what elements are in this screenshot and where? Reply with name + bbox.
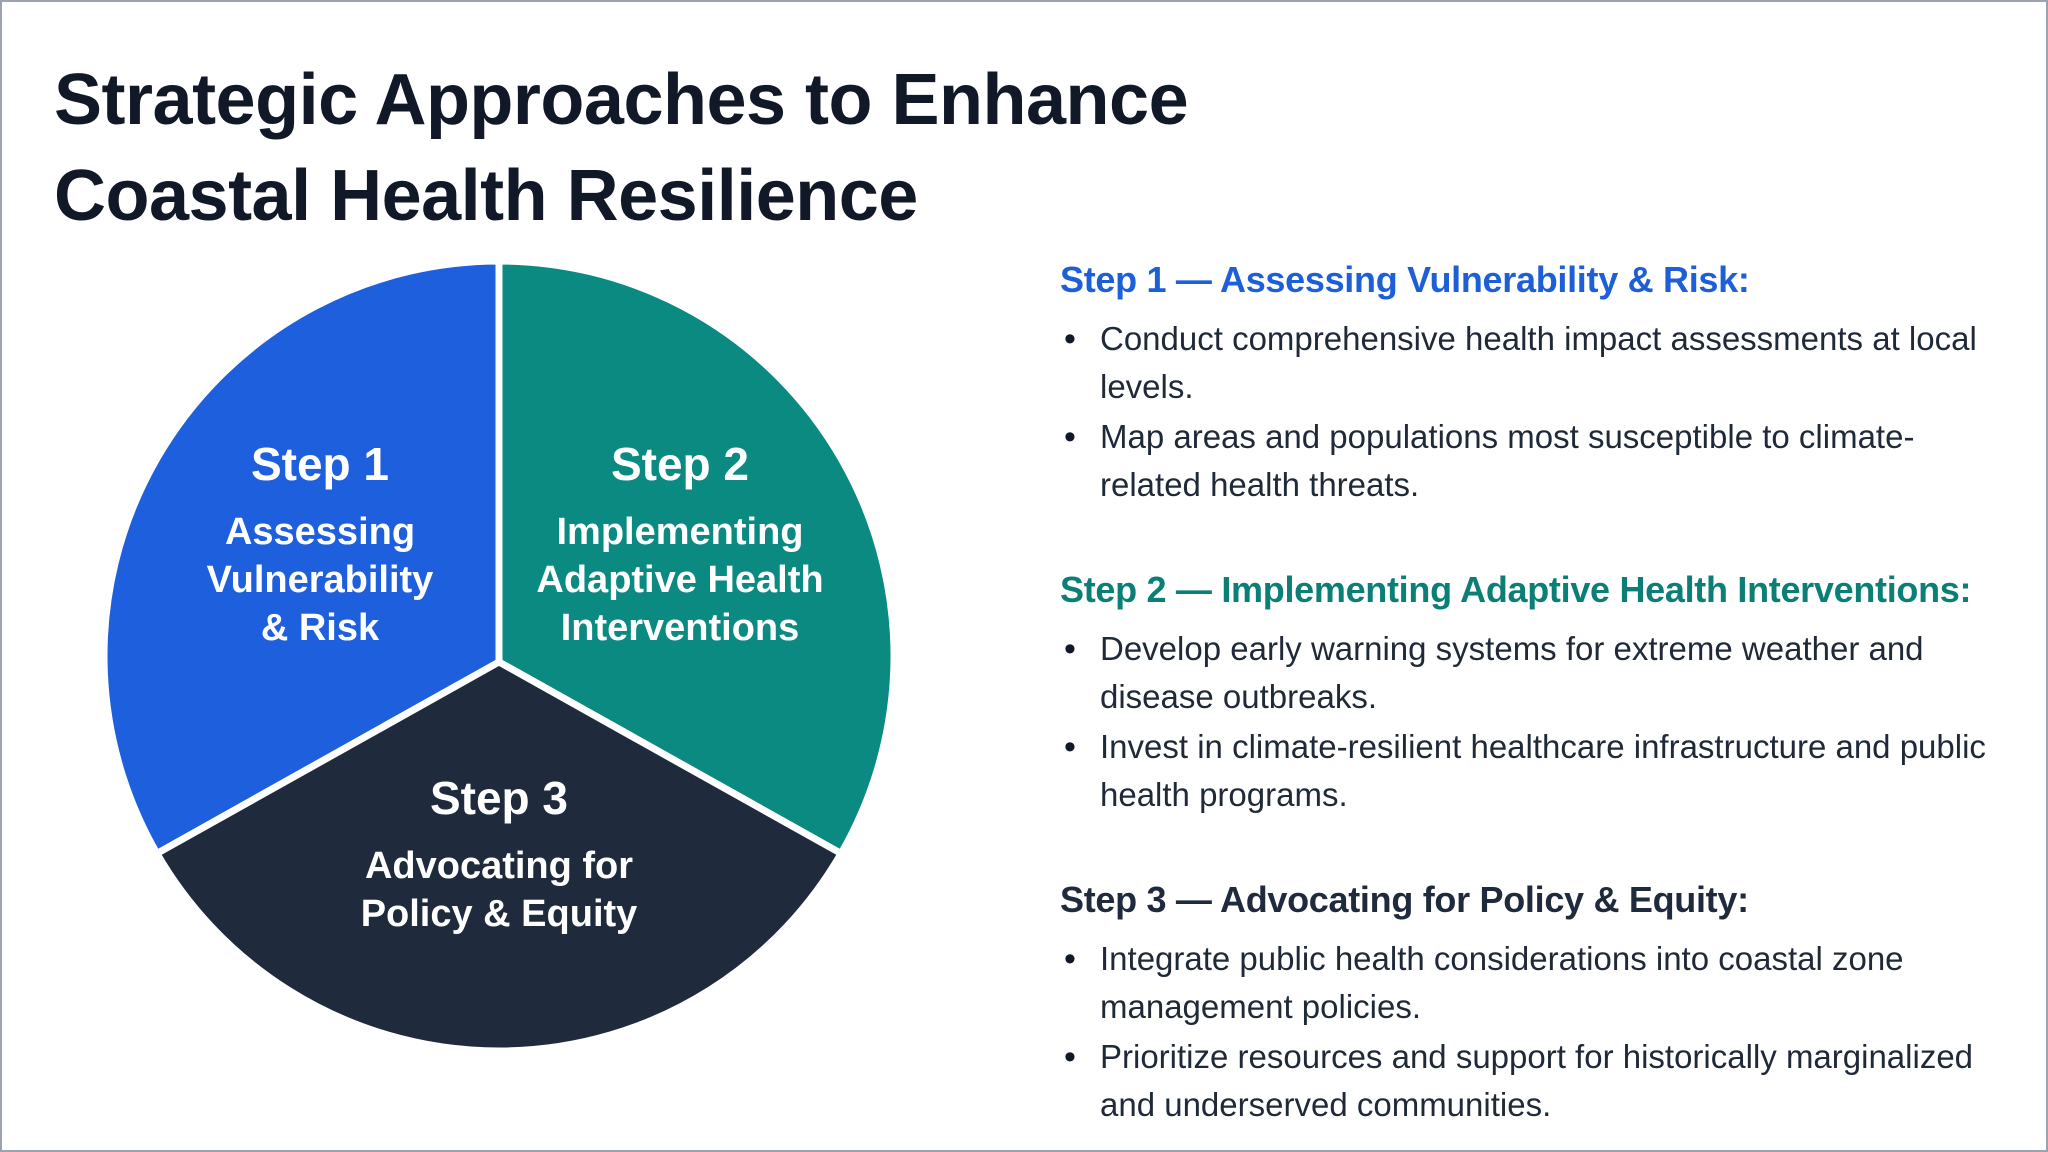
pie-step-label-2: Step 2 (610, 438, 750, 490)
pie-step-label-3: Step 3 (429, 772, 569, 824)
step-2-bullet-2: • Invest in climate-resilient healthcare infrastructure and public health programs. (1060, 723, 1990, 819)
pie-step-1-text-line-1: Assessing (224, 511, 416, 553)
title-line-1: Strategic Approaches to Enhance (54, 60, 1189, 140)
three-step-pie-diagram (2, 2, 1002, 1150)
pie-step-2-text-line-1: Implementing (556, 511, 804, 553)
pie-step-1-text-line-3: & Risk (260, 607, 380, 649)
pie-step-2-text-line-2: Adaptive Health (536, 559, 824, 601)
step-1-section (1060, 257, 1990, 509)
pie-step-3-text-line-1: Advocating for (364, 845, 634, 887)
step-3-bullet-2: • Prioritize resources and support for historically marginalized and underserved communities. (1060, 1033, 1990, 1129)
step-3-section (1060, 877, 1990, 1129)
title-line-2: Coastal Health Resilience (54, 156, 918, 236)
pie-step-2-text-line-3: Interventions (560, 607, 800, 649)
pie-step-1-text-line-2: Vulnerability (206, 559, 434, 601)
step-1-bullet-2: • Map areas and populations most susceptible to climate-related health threats. (1060, 413, 1990, 509)
step-2-bullets (1060, 625, 1990, 819)
pie-step-label-1: Step 1 (250, 438, 390, 490)
step-2-heading: Step 2 — Implementing Adaptive Health Interventions: (1060, 569, 1972, 610)
step-2-section (1060, 567, 1990, 819)
step-1-heading: Step 1 — Assessing Vulnerability & Risk: (1060, 259, 1750, 300)
step-1-bullets (1060, 315, 1990, 509)
step-3-heading: Step 3 — Advocating for Policy & Equity: (1060, 879, 1749, 920)
steps-panel (1060, 257, 1990, 1152)
step-1-bullet-1: • Conduct comprehensive health impact assessments at local levels. (1060, 315, 1990, 411)
step-3-bullet-1: • Integrate public health considerations into coastal zone management policies. (1060, 935, 1990, 1031)
step-3-bullets (1060, 935, 1990, 1129)
step-2-bullet-1: • Develop early warning systems for extreme weather and disease outbreaks. (1060, 625, 1990, 721)
pie-step-3-text-line-2: Policy & Equity (360, 893, 638, 935)
